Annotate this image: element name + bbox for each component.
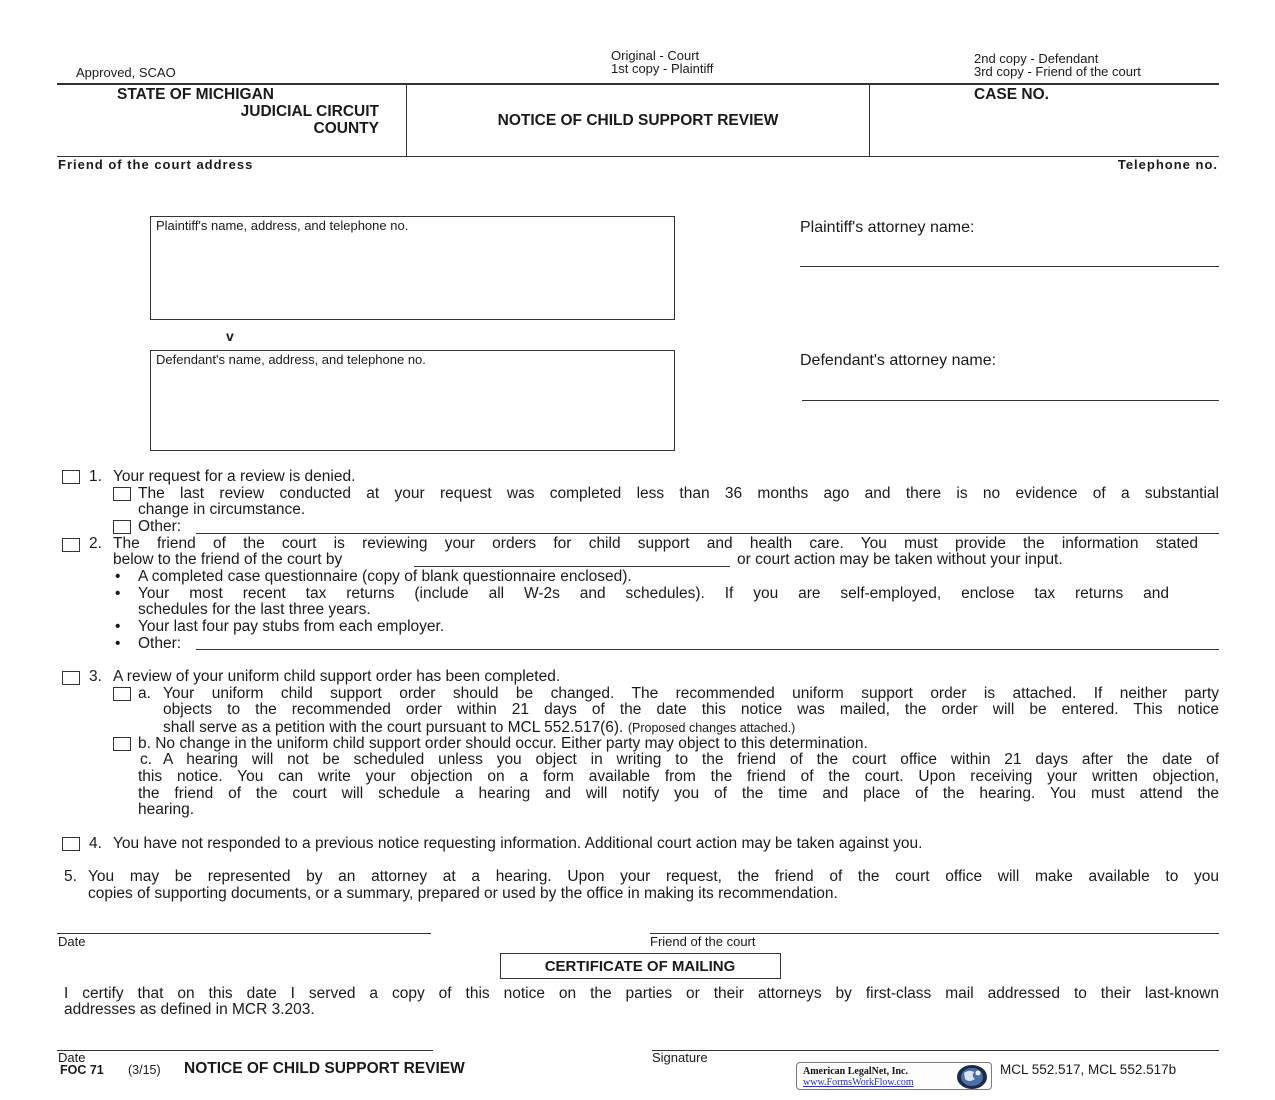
certificate-title-box [500, 953, 781, 979]
item2-deadline-line[interactable] [414, 566, 730, 567]
item2-questionnaire: A completed case questionnaire (copy of blank questionnaire enclosed). [138, 568, 632, 585]
foc-signature-label: Friend of the court [650, 934, 756, 949]
item4-text: You have not responded to a previous notice requesting information. Additional court action may be taken against you. [113, 835, 923, 852]
legalnet-url[interactable]: www.FormsWorkFlow.com [803, 1077, 914, 1088]
telephone-label: Telephone no. [1117, 157, 1218, 172]
certificate-line-1: I certify that on this date I served a copy of this notice on the parties or their attorneys by first-class mail addressed to their last-known [64, 985, 1219, 1002]
cert-date-line[interactable] [57, 1050, 433, 1051]
case-no-label: CASE NO. [974, 86, 1049, 103]
certificate-title: CERTIFICATE OF MAILING [544, 958, 736, 975]
item4-number: 4. [89, 835, 102, 852]
item3c-label: c. [140, 751, 153, 768]
item3-checkbox[interactable] [62, 671, 80, 685]
item1-other-line[interactable] [196, 533, 1219, 534]
circuit-label: JUDICIAL CIRCUIT [240, 103, 379, 120]
item3c-line-1: A hearing will not be scheduled unless you object in writing to the friend of the court office within 21 days after the date of [163, 751, 1219, 768]
item2-other-label: Other: [138, 635, 182, 652]
caption-top-rule [57, 83, 1219, 85]
item2-bullet-4: • [115, 635, 121, 652]
item2-checkbox[interactable] [62, 538, 80, 552]
approved-label: Approved, SCAO [76, 65, 176, 80]
item5-line-1: You may be represented by an attorney at a hearing. Upon your request, the friend of the court office will make available to you [88, 868, 1219, 885]
item1a-text: The last review conducted at your request was completed less than 36 months ago and there is no evidence of a substantial [138, 485, 1219, 502]
item2-number: 2. [89, 535, 102, 552]
footer-form-title: NOTICE OF CHILD SUPPORT REVIEW [184, 1060, 465, 1077]
footer-form-id: FOC 71 [60, 1063, 104, 1077]
foc-address-field[interactable] [57, 173, 1219, 209]
case-no-field[interactable] [1085, 86, 1215, 104]
item2-text-cont: below to the friend of the court by [113, 551, 343, 568]
item2-bullet-2: • [115, 585, 121, 602]
item1-other-label: Other: [138, 518, 182, 535]
item3b-checkbox[interactable] [113, 737, 131, 751]
legalnet-name: American LegalNet, Inc. [803, 1066, 908, 1077]
globe-icon [955, 1064, 989, 1090]
defendant-attorney-line[interactable] [802, 400, 1219, 401]
item3a-checkbox[interactable] [113, 687, 131, 701]
footer-revision: (3/15) [128, 1063, 161, 1077]
cert-signature-line[interactable] [652, 1050, 1219, 1051]
item1-text: Your request for a review is denied. [113, 468, 356, 485]
item3a-line-2: objects to the recommended order within 21 days of the date this notice was mailed, the order will be entered. This notice [163, 701, 1219, 718]
versus-label: v [226, 328, 234, 344]
item3b-text: b. No change in the uniform child support order should occur. Either party may object to this determination. [138, 735, 868, 752]
item2-tax-returns-cont: schedules for the last three years. [138, 601, 371, 618]
item3a-note: (Proposed changes attached.) [627, 721, 796, 735]
item3c-line-2: this notice. You can write your objection on a form available from the friend of the court. Upon receiving your written objection, [138, 768, 1219, 785]
item3c-line-4: hearing. [138, 801, 195, 818]
form-title: NOTICE OF CHILD SUPPORT REVIEW [497, 112, 779, 129]
item3c-line-3: the friend of the court will schedule a hearing and will notify you of the time and place of the hearing. You must attend the [138, 785, 1219, 802]
item1-other-checkbox[interactable] [113, 520, 131, 534]
defendant-label: Defendant's name, address, and telephone no. [156, 352, 426, 367]
item2-bullet-3: • [115, 618, 121, 635]
item2-bullet-1: • [115, 568, 121, 585]
plaintiff-attorney-label: Plaintiff's attorney name: [800, 219, 975, 236]
item2-text: The friend of the court is reviewing your orders for child support and health care. You must provide the information stated [113, 535, 1198, 552]
item2-tax-returns: Your most recent tax returns (include all W-2s and schedules). If you are self-employed, enclose tax returns and [138, 585, 1169, 602]
legalnet-logo [796, 1062, 992, 1090]
item3a-line-3: shall serve as a petition with the court pursuant to MCL 552.517(6). [163, 719, 624, 736]
copy-first: 1st copy - Plaintiff [611, 61, 714, 76]
item1a-checkbox[interactable] [113, 487, 131, 501]
date-line[interactable] [57, 933, 431, 934]
item1-checkbox[interactable] [62, 470, 80, 484]
footer-statutes: MCL 552.517, MCL 552.517b [1000, 1062, 1177, 1077]
item3a-line-1: Your uniform child support order should be changed. The recommended uniform support order is attached. If neither party [163, 685, 1219, 702]
foc-address-label: Friend of the court address [58, 157, 254, 172]
cert-date-label: Date [58, 1050, 86, 1065]
plaintiff-label: Plaintiff's name, address, and telephone no. [156, 218, 409, 233]
item3a-label: a. [138, 685, 151, 702]
date-label: Date [58, 934, 86, 949]
item1-number: 1. [89, 468, 102, 485]
defendant-attorney-label: Defendant's attorney name: [800, 352, 997, 369]
cert-signature-label: Signature [652, 1050, 708, 1065]
caption-divider-right [869, 84, 870, 156]
item2-pay-stubs: Your last four pay stubs from each employer. [138, 618, 445, 635]
item5-number: 5. [64, 868, 77, 885]
item4-checkbox[interactable] [62, 837, 80, 851]
plaintiff-attorney-line[interactable] [800, 266, 1219, 267]
item3-number: 3. [89, 668, 102, 685]
copy-original: Original - Court [611, 48, 700, 63]
plaintiff-box[interactable] [150, 216, 675, 320]
copy-second: 2nd copy - Defendant [974, 51, 1099, 66]
copy-third: 3rd copy - Friend of the court [974, 64, 1141, 79]
item1a-text-cont: change in circumstance. [138, 501, 306, 518]
item5-line-2: copies of supporting documents, or a summary, prepared or used by the office in making its recommendation. [88, 885, 838, 902]
item2-other-line[interactable] [196, 649, 1219, 650]
item2-text-post: or court action may be taken without your input. [737, 551, 1063, 568]
defendant-box[interactable] [150, 350, 675, 451]
county-label: COUNTY [313, 120, 379, 137]
item3-text: A review of your uniform child support order has been completed. [113, 668, 561, 685]
certificate-line-2: addresses as defined in MCR 3.203. [64, 1001, 315, 1018]
state-label: STATE OF MICHIGAN [117, 86, 274, 103]
